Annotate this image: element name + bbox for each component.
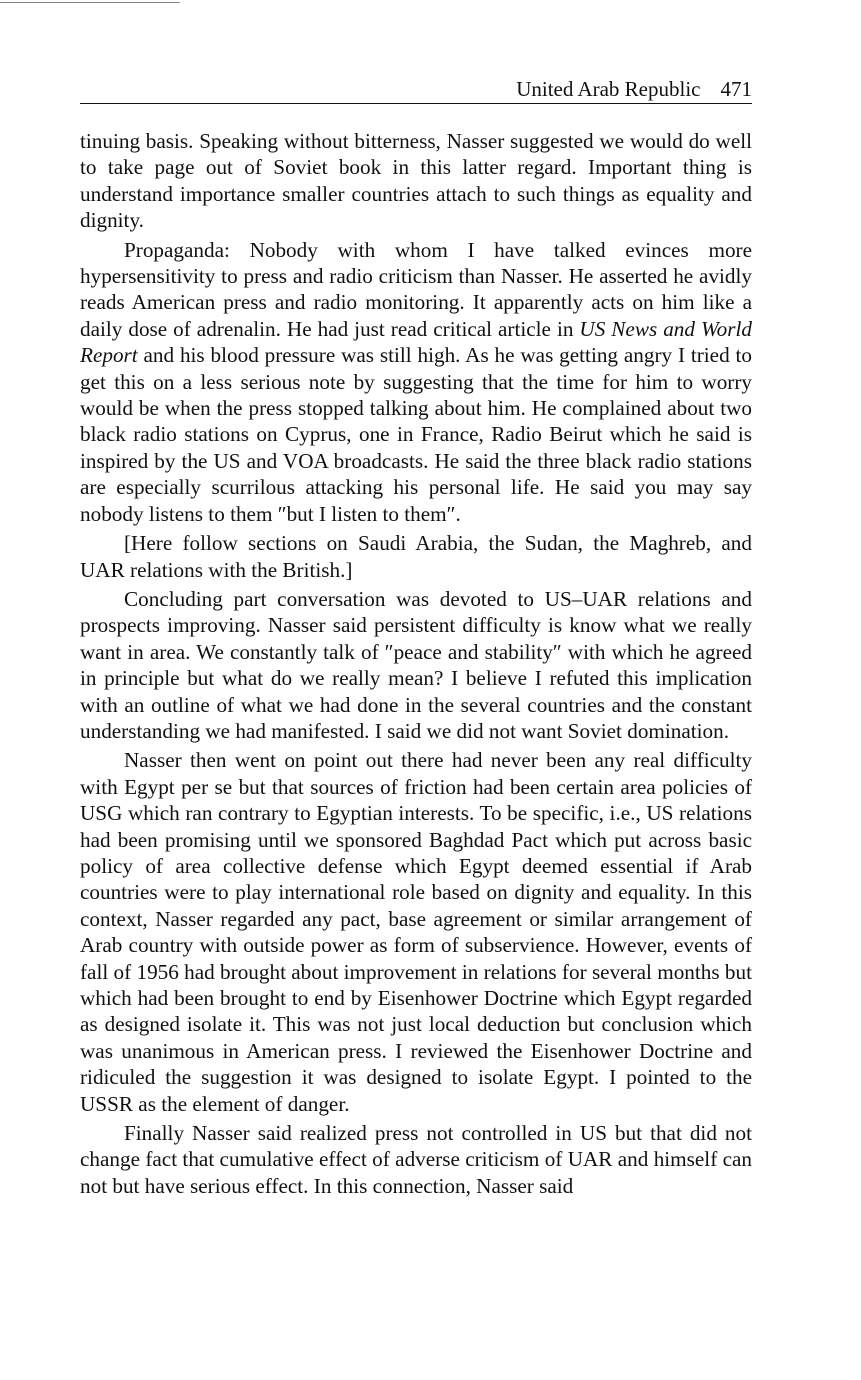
paragraph-propaganda-text-start: Propaganda: Nobody with whom I have talked evinces more hypersensitivity to press and radio criticism than Nasser. He asserted he avidly reads American press and radio monitoring. It apparently acts on him like a daily dose of adrenalin. He had just read critical article in [80, 237, 752, 341]
paragraph-propaganda-text-end: and his blood pressure was still high. As he was getting angry I tried to get this on a less serious note by suggesting that the time for him to worry would be when the press stopped talking about him. He complained about two black radio stations on Cyprus, one in France, Radio Beirut which he said is inspired by the US and VOA broadcasts. He said the three black radio stations are especially scurrilous attacking his personal life. He said you may say nobody listens to them ″but I listen to them″. [80, 343, 752, 526]
paragraph-editorial-note: [Here follow sections on Saudi Arabia, the Sudan, the Maghreb, and UAR relations with the British.] [80, 531, 752, 582]
running-title: United Arab Republic [516, 77, 701, 101]
document-body [80, 128, 752, 1202]
running-header [80, 75, 752, 104]
paragraph-propaganda [80, 237, 752, 527]
paragraph-press-criticism: Finally Nasser said realized press not controlled in US but that did not change fact that cumulative effect of adverse criticism of UAR and himself can not but have serious effect. In this connection, Nasser said [80, 1121, 752, 1198]
page-number: 471 [720, 77, 752, 101]
publication-title: US News and World Report [80, 316, 752, 368]
top-edge-rule [0, 2, 180, 3]
paragraph-us-uar-relations: Concluding part conversation was devoted to US–UAR relations and prospects improving. Nasser said persistent difficulty is know what we really want in area. We constantly talk of ″peace and stability″ with which he agreed in principle but what do we really mean? I believe I refuted this implication with an outline of what we had done in the several countries and the constant understanding we had manifested. I said we did not want Soviet domination. [80, 586, 752, 743]
paragraph-sources-of-friction: Nasser then went on point out there had never been any real difficulty with Egypt per se but that sources of friction had been certain area policies of USG which ran contrary to Egyptian interests. To be specific, i.e., US relations had been promising until we sponsored Baghdad Pact which put across basic policy of area collective defense which Egypt deemed essential if Arab countries were to play international role based on dignity and equality. In this context, Nasser regarded any pact, base agreement or similar arrangement of Arab country with outside power as form of subservience. However, events of fall of 1956 had brought about improvement in relations for several months but which had been brought to end by Eisenhower Doctrine which Egypt regarded as designed isolate it. This was not just local deduction but conclusion which was unanimous in American press. I reviewed the Eisenhower Doctrine and ridiculed the suggestion it was designed to isolate Egypt. I pointed to the USSR as the element of danger. [80, 748, 752, 1116]
paragraph-continuation: tinuing basis. Speaking without bitterness, Nasser suggested we would do well to take page out of Soviet book in this latter regard. Important thing is understand importance smaller countries attach to such things as equality and dignity. [80, 129, 752, 233]
